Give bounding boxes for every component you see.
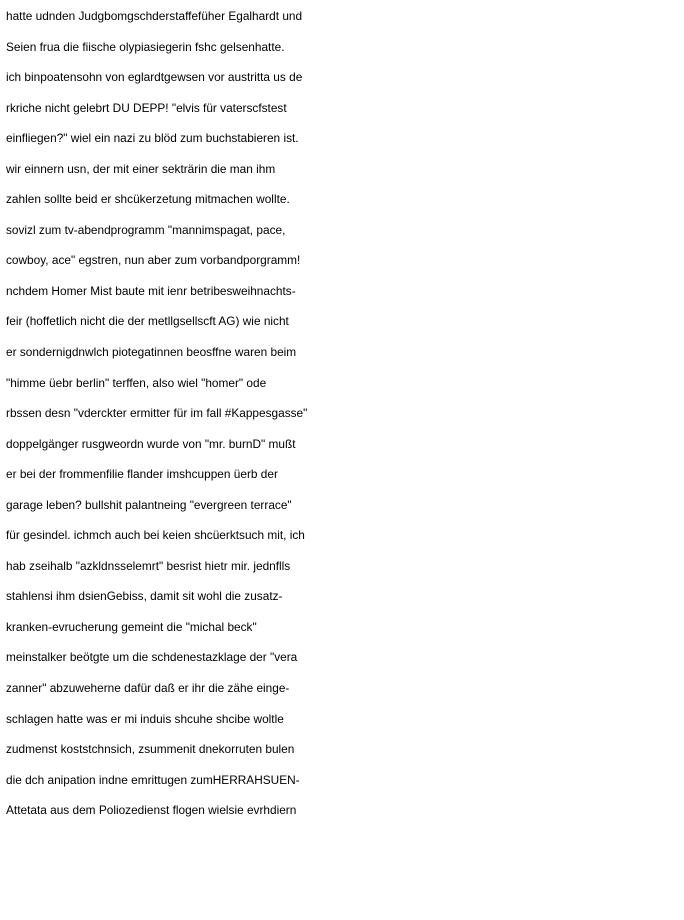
- text-line-5: einfliegen?" wiel ein nazi zu blöd zum buchstabieren ist.: [6, 131, 299, 146]
- text-line-16: er bei der frommenfilie flander imshcuppen üerb der: [6, 467, 278, 482]
- text-line-15: doppelgänger rusgweordn wurde von "mr. burnD" mußt: [6, 436, 296, 451]
- text-line-14: rbssen desn "vderckter ermitter für im fall #Kappesgasse": [6, 406, 308, 421]
- text-line-26: die dch anipation indne emrittugen zumHERRAHSUEN-: [6, 772, 300, 787]
- text-line-20: stahlensi ihm dsienGebiss, damit sit wohl die zusatz-: [6, 589, 283, 604]
- text-line-27: Attetata aus dem Poliozedienst flogen wielsie evrhdiern: [6, 803, 297, 818]
- text-line-11: feir (hoffetlich nicht die der metllgsellscft AG) wie nicht: [6, 314, 289, 329]
- text-line-21: kranken-evrucherung gemeint die "michal beck": [6, 619, 257, 634]
- text-line-10: nchdem Homer Mist baute mit ienr betribesweihnachts-: [6, 283, 296, 298]
- text-line-22: meinstalker beötgte um die schdenestazklage der "vera: [6, 650, 298, 665]
- text-line-23: zanner" abzuweherne dafür daß er ihr die zähe einge-: [6, 681, 290, 696]
- text-line-18: für gesindel. ichmch auch bei keien shcüerktsuch mit, ich: [6, 528, 305, 543]
- text-line-17: garage leben? bullshit palantneing "evergreen terrace": [6, 497, 292, 512]
- text-line-13: "himme üebr berlin" terffen, also wiel "homer" ode: [6, 375, 267, 390]
- text-line-24: schlagen hatte was er mi induis shcuhe shcibe woltle: [6, 711, 284, 726]
- text-line-8: sovizl zum tv-abendprogramm "mannimspagat, pace,: [6, 222, 286, 237]
- text-line-9: cowboy, ace" egstren, nun aber zum vorbandporgramm!: [6, 253, 301, 268]
- document-text: [6, 1, 682, 826]
- text-line-1: hatte udnden Judgbomgschderstaffefüher Egalhardt und: [6, 9, 303, 23]
- text-line-4: rkriche nicht gelebrt DU DEPP! "elvis für vaterscfstest: [6, 100, 287, 115]
- text-line-19: hab zseihalb "azkldnsselemrt" besrist hietr mir. jednflls: [6, 558, 291, 573]
- text-line-12: er sondernigdnwlch piotegatinnen beosffne waren beim: [6, 345, 297, 360]
- text-line-7: zahlen sollte beid er shcükerzetung mitmachen wollte.: [6, 192, 290, 207]
- text-line-6: wir einnern usn, der mit einer sekträrin die man ihm: [6, 161, 276, 176]
- text-line-3: ich binpoatensohn von eglardtgewsen vor austritta us de: [6, 70, 303, 85]
- text-line-25: zudmenst koststchnsich, zsummenit dnekorruten bulen: [6, 742, 295, 757]
- text-line-2: Seien frua die fiische olypiasiegerin fshc gelsenhatte.: [6, 39, 285, 54]
